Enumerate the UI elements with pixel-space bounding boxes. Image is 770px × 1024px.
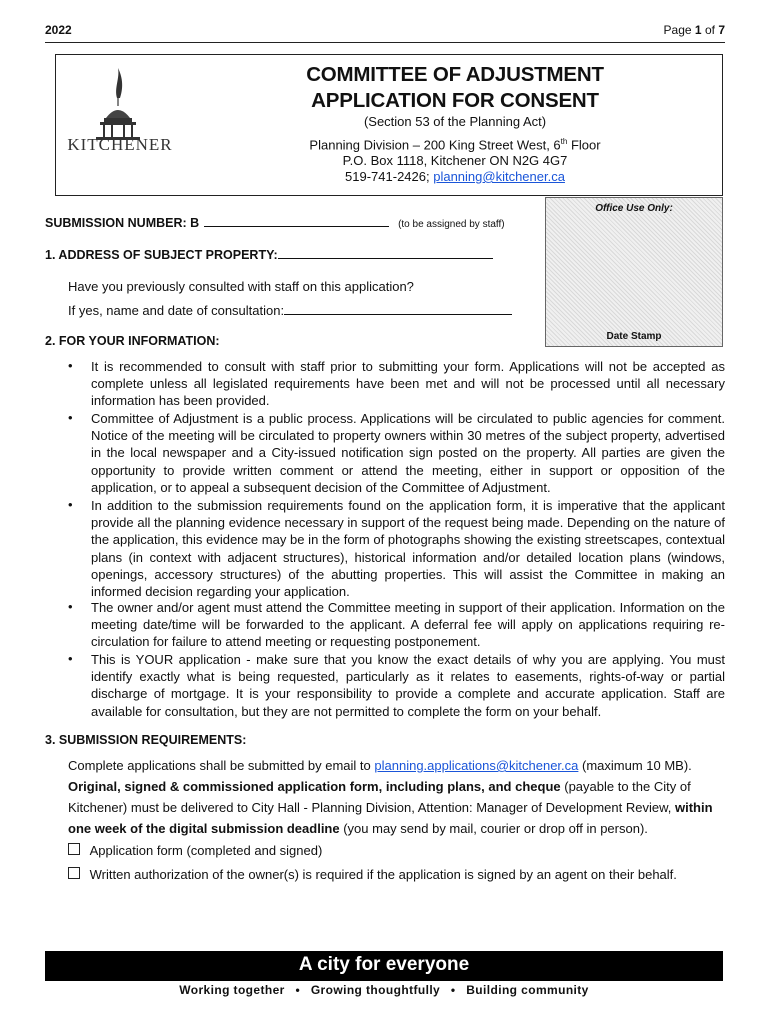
req-text-delivery: (payable to the City of Kitchener) must be delivered to City Hall - Planning Division, Attention: Manager of Development Review, — [68, 779, 691, 815]
bullet-marker: • — [68, 599, 73, 614]
info-bullet-2: Committee of Adjustment is a public process. Applications will be circulated to public agencies for comment. Notice of the meeting will be circulated to property owners within 30 metres of the subject property, advertised in the local newspaper and a City-issued notification sign posted on the property. All parties are given the opportunity to provide written comment or attend the meeting, either in support or opposition of the application, or to appeal a subsequent decision of the Committee of Adjustment. — [91, 411, 725, 495]
logo-text: KITCHENER — [67, 135, 173, 154]
phone-number: 519-741-2426; — [345, 169, 434, 184]
division-address-main: Planning Division – 200 King Street West, 6 — [309, 137, 561, 153]
submission-number-note: (to be assigned by staff) — [398, 219, 505, 230]
page-prefix: Page — [663, 23, 692, 37]
header-rule — [45, 42, 725, 43]
office-use-label: Office Use Only: — [595, 203, 673, 214]
bullet-marker: • — [68, 497, 73, 512]
footer-slogan: A city for everyone — [298, 954, 470, 975]
info-bullet-3: In addition to the submission requirements found on the application form, it is imperative that the applicant provide all the planning evidence necessary in support of the request being made. Depending on the nature of the application, this evidence may be in the form of photographs showing the existing streetscapes, contextual plans (in context with adjacent structures), historical information and/or detailed location plans (windows, openings, accessory structures) of the abutting properties. This will assist the Committee in making an informed decision regarding your application. — [91, 498, 725, 600]
po-box: P.O. Box 1118, Kitchener ON N2G 4G7 — [342, 153, 568, 168]
req-text-max-size: (maximum 10 MB). — [578, 758, 692, 773]
tagline-separator: • — [295, 983, 301, 997]
section3-heading: 3. SUBMISSION REQUIREMENTS: — [45, 733, 247, 747]
section1-heading: 1. ADDRESS OF SUBJECT PROPERTY: — [45, 248, 278, 262]
written-authorization-checkbox-label: Written authorization of the owner(s) is required if the application is signed by an agent on their behalf. — [89, 867, 677, 882]
tagline-working-together: Working together — [179, 983, 285, 997]
page-of: of — [704, 23, 715, 37]
submission-requirements-text — [68, 755, 726, 839]
date-stamp-label: Date Stamp — [606, 331, 662, 342]
submission-number-field[interactable] — [204, 214, 389, 227]
division-address-floor: Floor — [567, 137, 601, 153]
division-address-sup: th — [560, 137, 568, 146]
checkbox-row-written-authorization — [68, 866, 677, 883]
form-title-line1: COMMITTEE OF ADJUSTMENT — [306, 63, 604, 86]
bullet-marker: • — [68, 410, 73, 425]
info-bullet-4: The owner and/or agent must attend the Committee meeting in support of their application. Information on the meeting date/time will be forwarded to the applicant. A deferral fee will apply on applications requiring re-circulation for failure to attend meeting or requesting postponement. — [91, 600, 725, 650]
footer-tagline — [45, 983, 723, 997]
form-title-line2: APPLICATION FOR CONSENT — [311, 89, 599, 112]
info-bullet-1: It is recommended to consult with staff prior to submitting your form. Applications will not be accepted as complete unless all legislated requirements have been met and will not be processed until all necessary information has been provided. — [91, 359, 725, 409]
req-text-bold-deadline: within one week of the digital submission deadline — [68, 800, 713, 836]
submission-number-row — [45, 214, 505, 232]
req-text-intro: Complete applications shall be submitted by email to — [68, 758, 375, 773]
planning-applications-email-link[interactable]: planning.applications@kitchener.ca — [374, 758, 579, 773]
division-address — [190, 137, 720, 152]
subject-property-address-field[interactable] — [278, 246, 493, 259]
consultation-row — [68, 302, 512, 319]
page-number — [664, 23, 725, 37]
section1-row — [45, 246, 493, 264]
bullet-marker: • — [68, 358, 73, 373]
section2-heading: 2. FOR YOUR INFORMATION: — [45, 334, 220, 348]
contact-line — [190, 169, 720, 184]
application-form-checkbox[interactable] — [68, 843, 80, 855]
page-total: 7 — [718, 23, 725, 37]
info-bullet-5: This is YOUR application - make sure that you know the exact details of why you are applying. You must identify exactly what is being requested, particularly as it relates to easements, rights-of-way or partial discharge of mortgage. It is your responsibility to provide a complete and accurate application. Staff are available for consultation, but they are not permitted to complete the form on your behalf. — [91, 652, 725, 719]
form-subtitle: (Section 53 of the Planning Act) — [363, 114, 547, 129]
submission-number-label: SUBMISSION NUMBER: B — [45, 216, 200, 230]
application-form-checkbox-label: Application form (completed and signed) — [89, 843, 323, 858]
written-authorization-checkbox[interactable] — [68, 867, 80, 879]
req-text-delivery-methods: (you may send by mail, courier or drop off in person). — [339, 821, 648, 836]
checkbox-row-application-form — [68, 842, 322, 859]
req-text-bold-original: Original, signed & commissioned application form, including plans, and cheque — [68, 779, 561, 794]
tagline-building-community: Building community — [466, 983, 589, 997]
bullet-marker: • — [68, 651, 73, 666]
consultation-label: If yes, name and date of consultation: — [68, 303, 285, 318]
kitchener-logo — [62, 60, 182, 180]
tagline-growing-thoughtfully: Growing thoughtfully — [310, 983, 441, 997]
consultation-question: Have you previously consulted with staff on this application? — [68, 279, 414, 294]
consultation-name-date-field[interactable] — [284, 302, 512, 315]
planning-email-link[interactable]: planning@kitchener.ca — [433, 169, 565, 184]
page-current: 1 — [694, 23, 702, 37]
tagline-separator: • — [450, 983, 456, 997]
document-year: 2022 — [45, 23, 72, 37]
office-use-stamp-box — [545, 197, 723, 347]
